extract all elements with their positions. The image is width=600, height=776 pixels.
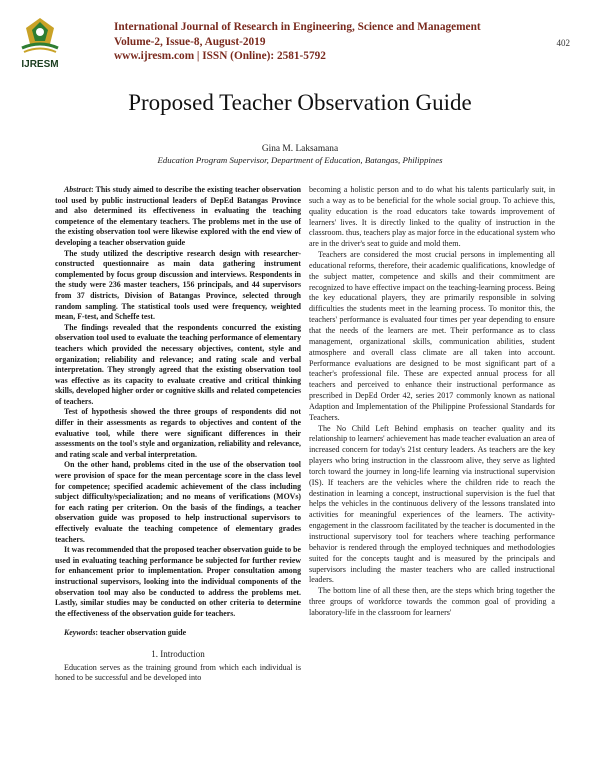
author-name: Gina M. Laksamana: [261, 144, 339, 154]
journal-info: [114, 20, 481, 64]
abstract-label: Abstract: [64, 185, 92, 194]
paper-title: Proposed Teacher Observation Guide: [128, 90, 472, 115]
author-affiliation: Education Program Supervisor, Department of Education, Batangas, Philippines: [157, 155, 443, 165]
body-paragraph: The bottom line of all these then, are the steps which bring together the three groups of workforce towards the common goal of providing a laboratory-life in the classroom for learners': [309, 586, 555, 617]
abstract-paragraph: The study utilized the descriptive research design with researcher-constructed questionnaire as main data gathering instrument complemented by focus group discussion and interviews. Respondents in the study were 236 master teachers, 156 principals, and 44 supervisors from 37 districts, Division of Batangas Province, selected through random sampling. The statistical tools used were frequency, weighted mean, F-test, and Scheffe test.: [55, 248, 301, 322]
body-paragraph: Teachers are considered the most crucial persons in implementing all educational reforms, therefore, their academic qualifications, knowledge of the subject matter, competence and skills and their commitment are recognized to have effective impact on the teaching-learning process. Being the key educational players, they are primarily responsible in solving difficulties the students meet in the learning process. To monitor this, the teachers' performance is evaluated four times per year depending to ensure that the needs of the learners are met. Their performance as to class management, organizational skills, communication abilities, student atmosphere and overall class climate are all taken into account. Performance evaluations are designed to be most significant part of a teacher's professional file. These are expected annual process for all teachers and perceived to enhance their instructional performance as prescribed in DepEd Order 42, series 2017 commonly known as national Adaption and Implementation of the Philippine Professional Standards for Teachers.: [309, 250, 555, 422]
keywords: Keywords: teacher observation guide: [64, 628, 187, 638]
journal-volume: Volume-2, Issue-8, August-2019: [114, 35, 266, 48]
section-heading: 1. Introduction: [151, 648, 205, 659]
body-paragraph: Education serves as the training ground from which each individual is honed to be successful and be developed into: [55, 662, 301, 683]
body-paragraph: The No Child Left Behind emphasis on teacher quality and its relationship to learners' achievement has made teacher evaluation an area of increased concern for today's 21st century leaders. As teachers are the key players who bring instruction in the classroom alive, they serve as lighted torch toward the journey in long-life learning via instructional supervision (IS). If teachers are the vehicles where the children ride to reach the destination in learning a concept, instructional supervision is the fuel that helps the vehicles in the continuous delivery of the lessons translated into activities for meaningful experiences of the learners. The activity-engagement in the classroom facilitated by the teacher is documented in the instructional supervisory tool for teachers where teaching performance behavior is rendered through the employed techniques and methodologies suited for the concepts taught and is measured by the principals and supervisors including the master teachers who are called instructional leaders.: [309, 423, 555, 585]
logo-emblem-icon: [22, 18, 58, 52]
left-column: [55, 185, 301, 684]
journal-header: [14, 14, 586, 74]
abstract-paragraph: It was recommended that the proposed teacher observation guide to be used in evaluating teaching performance be subjected for further review for enhancement prior to implementation. Proper consultation among instructional supervisors, looking into the individual components of the observation tool may also be conducted to address the problems met. Lastly, similar studies may be conducted on other criteria to determine the effectiveness of the observation guide for teachers.: [55, 545, 301, 618]
abstract-paragraph: Test of hypothesis showed the three groups of respondents did not differ in their assessments as regards to objectives and content of the evaluative tool, while there were significant differences in their assessments on the tool's style and organization, reliability and relevance, and rating scale and verbal interpretation.: [55, 407, 301, 459]
journal-name: International Journal of Research in Engineering, Science and Management: [114, 21, 481, 33]
abstract-paragraph: Abstract: This study aimed to describe the existing teacher observation tool used by public instructional leaders of DepEd Batangas Province and also determined its effectiveness in evaluating the teaching competence of the elementary teachers. The problems met in the use of the existing observation tool were likewise explored with the end view of developing a teacher observation guide: [55, 185, 301, 247]
right-column: [309, 185, 555, 619]
body-paragraph: becoming a holistic person and to do what his talents particularly suit, in such a way as to be beneficial for the whole social group. To achieve this, quality education is the road educators take towards improvement of learners' lives. It is directly linked to the quality of instruction in the classroom. thus, teachers play as major force in the educational system who are in the driver's seat to guide and mold them.: [309, 185, 555, 249]
journal-url-issn[interactable]: www.ijresm.com | ISSN (Online): 2581-5792: [114, 50, 326, 62]
abstract-paragraph: The findings revealed that the respondents concurred the existing observation tool used to evaluate the teaching performance of elementary teachers which provided the necessary objectives, content, style and organization; reliability and relevance; and rating scale and verbal interpretation. They strongly agreed that the existing observation tool was effective as its capacity to evaluate creative and critical thinking skills, developed higher order or cognitive skills and related competencies of teachers.: [55, 322, 301, 406]
abstract-paragraph: On the other hand, problems cited in the use of the observation tool were provision of space for the mean percentage score in the class level for competence; specified academic achievement of the class including subject difficulty/specialization; and no means of verifications (MOVs) for each rating per criterion. On the basis of the findings, a teacher observation guide was proposed to help instructional supervisors to effectively evaluate the teaching competence of elementary grades teachers.: [55, 460, 301, 544]
journal-logo: [14, 14, 66, 72]
logo-text: IJRESM: [21, 59, 59, 70]
page-number: 402: [556, 38, 570, 48]
keywords-label: Keywords: [64, 628, 96, 638]
